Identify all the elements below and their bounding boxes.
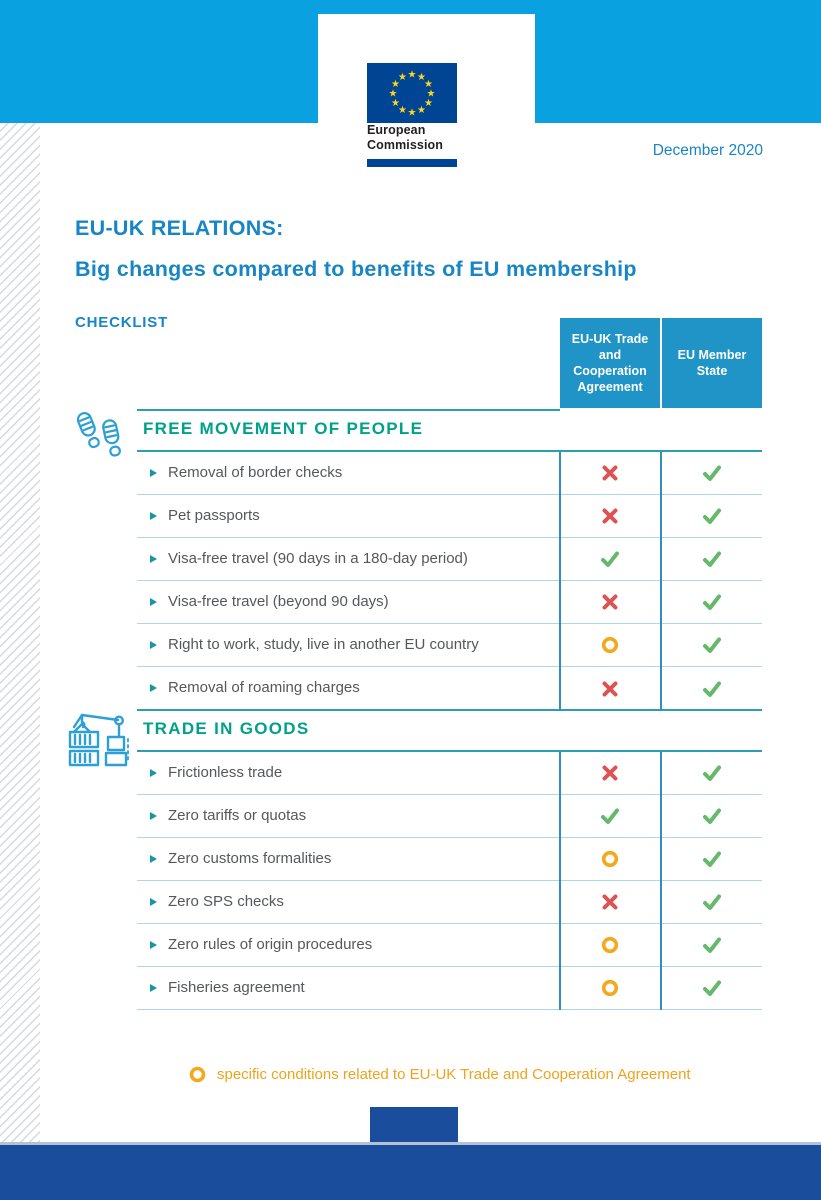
- check-icon: [701, 678, 723, 700]
- cell-eu-mark: [661, 452, 762, 494]
- column-header-eu: EU Member State: [677, 348, 747, 378]
- triangle-bullet-icon: [150, 641, 157, 649]
- logo-line2: Commission: [367, 138, 444, 152]
- cell-tca-mark: [559, 452, 661, 494]
- row-label: Removal of roaming charges: [168, 679, 360, 696]
- svg-text:★: ★: [407, 69, 417, 81]
- svg-text:★: ★: [407, 107, 417, 119]
- check-icon: [701, 762, 723, 784]
- table-row: [137, 924, 762, 967]
- table-row: [137, 538, 762, 581]
- check-icon: [701, 591, 723, 613]
- cross-icon: [599, 678, 621, 700]
- table-row: [137, 838, 762, 881]
- cell-eu-mark: [661, 624, 762, 666]
- cell-tca-mark: [559, 752, 661, 794]
- crane-cargo-icon: [62, 707, 138, 779]
- row-label: Visa-free travel (90 days in a 180-day period): [168, 550, 468, 567]
- cell-tca-mark: [559, 924, 661, 966]
- row-label: Zero customs formalities: [168, 850, 332, 867]
- check-icon: [701, 891, 723, 913]
- cell-eu-mark: [661, 967, 762, 1009]
- circle-icon: [599, 634, 621, 656]
- check-icon: [599, 548, 621, 570]
- table-row: [137, 624, 762, 667]
- table-row: [137, 495, 762, 538]
- svg-text:★: ★: [398, 72, 407, 83]
- legend: [188, 1065, 691, 1084]
- row-label: Right to work, study, live in another EU country: [168, 636, 479, 653]
- cell-tca-mark: [559, 881, 661, 923]
- column-line: [660, 452, 662, 710]
- logo-line1: European: [367, 123, 426, 137]
- row-label: Fisheries agreement: [168, 979, 305, 996]
- svg-text:★: ★: [391, 79, 400, 90]
- cell-eu-mark: [661, 538, 762, 580]
- cell-eu-mark: [661, 495, 762, 537]
- triangle-bullet-icon: [150, 984, 157, 992]
- cell-tca-mark: [559, 967, 661, 1009]
- svg-text:★: ★: [391, 98, 400, 109]
- triangle-bullet-icon: [150, 469, 157, 477]
- cell-eu-mark: [661, 795, 762, 837]
- cell-tca-mark: [559, 795, 661, 837]
- hatch-strip: [0, 123, 40, 1142]
- cell-tca-mark: [559, 538, 661, 580]
- cell-eu-mark: [661, 752, 762, 794]
- cell-eu-mark: [661, 881, 762, 923]
- column-header-tca: EU-UK Trade and Cooperation Agreement: [571, 332, 649, 394]
- check-icon: [701, 548, 723, 570]
- triangle-bullet-icon: [150, 941, 157, 949]
- triangle-bullet-icon: [150, 812, 157, 820]
- check-icon: [701, 934, 723, 956]
- cell-eu-mark: [661, 924, 762, 966]
- row-label: Zero rules of origin procedures: [168, 936, 373, 953]
- cell-tca-mark: [559, 624, 661, 666]
- cross-icon: [599, 462, 621, 484]
- svg-text:★: ★: [388, 88, 398, 100]
- column-line: [559, 752, 561, 1010]
- table-column-header: [560, 318, 762, 408]
- legend-text: specific conditions related to EU-UK Trade and Cooperation Agreement: [217, 1066, 691, 1083]
- svg-text:★: ★: [417, 72, 426, 83]
- footer-bar: [0, 1145, 821, 1200]
- svg-text:★: ★: [424, 98, 433, 109]
- row-label: Removal of border checks: [168, 464, 343, 481]
- column-line: [660, 752, 662, 1010]
- table-row: [137, 881, 762, 924]
- table-row: [137, 795, 762, 838]
- eu-flag-icon: [367, 63, 457, 123]
- cell-tca-mark: [559, 667, 661, 710]
- column-line: [559, 452, 561, 710]
- page-title: EU-UK RELATIONS:: [75, 216, 284, 240]
- cell-eu-mark: [661, 667, 762, 710]
- row-label: Pet passports: [168, 507, 260, 524]
- table-row: [137, 452, 762, 495]
- triangle-bullet-icon: [150, 855, 157, 863]
- cell-tca-mark: [559, 581, 661, 623]
- logo-underline-bar: [367, 159, 457, 167]
- section1-rows: [137, 452, 762, 710]
- ec-logo: [318, 14, 535, 167]
- svg-text:★: ★: [426, 88, 436, 100]
- circle-icon: [599, 977, 621, 999]
- checklist-label: CHECKLIST: [75, 314, 169, 331]
- check-icon: [701, 977, 723, 999]
- check-icon: [701, 462, 723, 484]
- cross-icon: [599, 891, 621, 913]
- legend-circle-icon: [188, 1065, 207, 1084]
- row-label: Zero SPS checks: [168, 893, 284, 910]
- cell-tca-mark: [559, 495, 661, 537]
- footer-tab: [370, 1107, 458, 1142]
- row-label: Frictionless trade: [168, 764, 283, 781]
- row-label: Zero tariffs or quotas: [168, 807, 307, 824]
- check-icon: [701, 505, 723, 527]
- svg-text:★: ★: [424, 79, 433, 90]
- cross-icon: [599, 762, 621, 784]
- page-subtitle: Big changes compared to benefits of EU membership: [75, 257, 637, 281]
- table-row: [137, 967, 762, 1010]
- circle-icon: [599, 848, 621, 870]
- check-icon: [701, 805, 723, 827]
- svg-text:★: ★: [417, 105, 426, 116]
- cell-eu-mark: [661, 838, 762, 880]
- date-label: December 2020: [652, 142, 763, 159]
- table-row: [137, 667, 762, 710]
- row-label: Visa-free travel (beyond 90 days): [168, 593, 389, 610]
- section1-title: FREE MOVEMENT OF PEOPLE: [143, 419, 424, 438]
- cell-tca-mark: [559, 838, 661, 880]
- triangle-bullet-icon: [150, 512, 157, 520]
- cross-icon: [599, 505, 621, 527]
- section2-title: TRADE IN GOODS: [143, 719, 310, 738]
- logo-wordmark: [367, 123, 443, 153]
- svg-text:★: ★: [398, 105, 407, 116]
- check-icon: [701, 848, 723, 870]
- triangle-bullet-icon: [150, 555, 157, 563]
- triangle-bullet-icon: [150, 898, 157, 906]
- footprints-icon: [70, 408, 136, 472]
- check-icon: [599, 805, 621, 827]
- section1-top-rule: [137, 409, 560, 411]
- check-icon: [701, 634, 723, 656]
- cross-icon: [599, 591, 621, 613]
- cell-eu-mark: [661, 581, 762, 623]
- section2-rows: [137, 752, 762, 1010]
- triangle-bullet-icon: [150, 598, 157, 606]
- triangle-bullet-icon: [150, 769, 157, 777]
- table-row: [137, 581, 762, 624]
- table-row: [137, 752, 762, 795]
- circle-icon: [599, 934, 621, 956]
- triangle-bullet-icon: [150, 684, 157, 692]
